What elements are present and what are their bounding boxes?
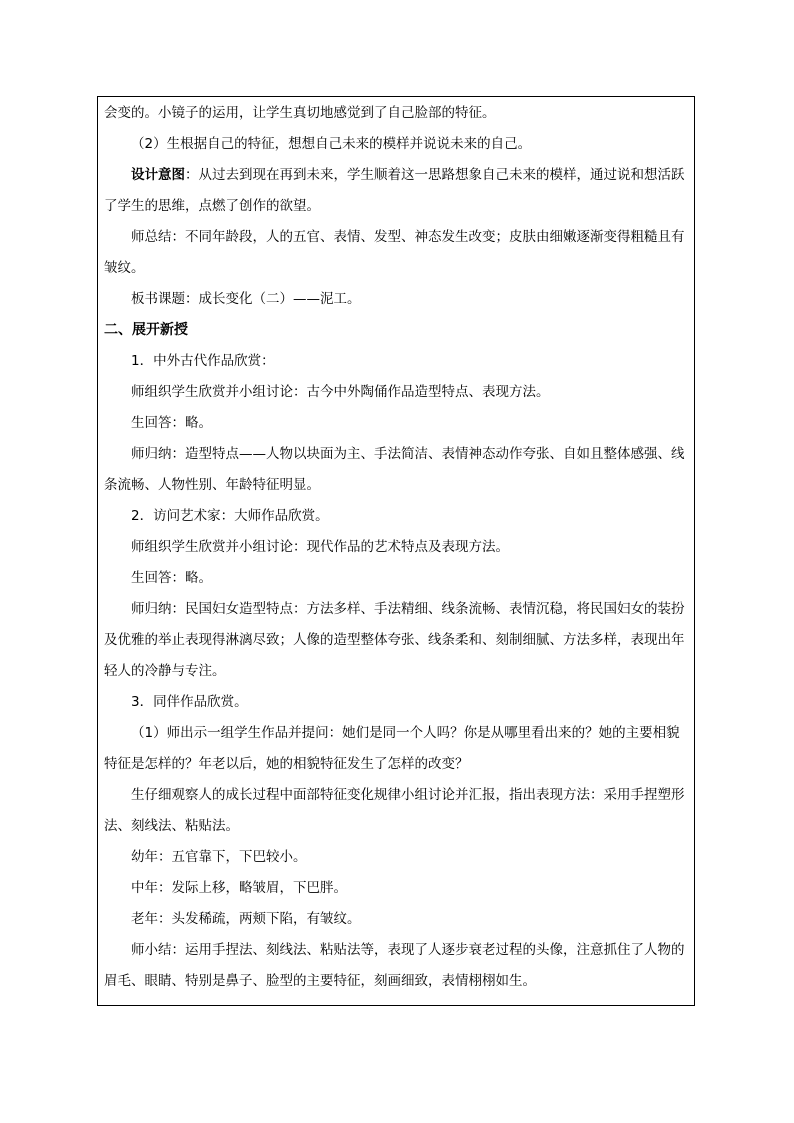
- paragraph-1a: 师组织学生欣赏并小组讨论：古今中外陶俑作品造型特点、表现方法。: [131, 384, 550, 400]
- paragraph-1b: 生回答：略。: [131, 415, 212, 431]
- paragraph-3a: （1）师出示一组学生作品并提问：她们是同一个人吗？你是从哪里看出来的？她的主要相貌特征是怎样的？年老以后，她的相貌特征发生了怎样的改变？: [104, 725, 680, 772]
- design-intent-text: ：从过去到现在再到未来，学生顺着这一思路想象自己未来的模样，通过说和想活跃了学生的思维，点燃了创作的欲望。: [104, 167, 685, 214]
- paragraph-3f: 师小结：运用手捏法、刻线法、粘贴法等，表现了人逐步衰老过程的头像，注意抓住了人物的眉毛、眼睛、特别是鼻子、脸型的主要特征，刻画细致，表情栩栩如生。: [104, 942, 685, 989]
- paragraph-board-title: 板书课题：成长变化（二）——泥工。: [131, 291, 361, 307]
- paragraph-teacher-summary: 师总结：不同年龄段，人的五官、表情、发型、神态发生改变；皮肤由细嫩逐渐变得粗糙且有皱纹。: [104, 229, 685, 276]
- paragraph-3c: 幼年：五官靠下，下巴较小。: [131, 849, 307, 865]
- paragraph-continuation: 会变的。小镜子的运用，让学生真切地感觉到了自己脸部的特征。: [104, 105, 496, 121]
- paragraph-3d: 中年：发际上移，略皱眉，下巴胖。: [131, 880, 347, 896]
- design-intent-label: 设计意图: [131, 167, 185, 183]
- paragraph-3b: 生仔细观察人的成长过程中面部特征变化规律小组讨论并汇报，指出表现方法：采用手捏塑形法、刻线法、粘贴法。: [104, 787, 685, 834]
- subheading-3: 3．同伴作品欣赏。: [131, 694, 248, 710]
- paragraph-1c: 师归纳：造型特点——人物以块面为主、手法简洁、表情神态动作夸张、自如且整体感强、线条流畅、人物性别、年龄特征明显。: [104, 446, 685, 493]
- subheading-2: 2．访问艺术家：大师作品欣赏。: [131, 508, 329, 524]
- paragraph-2c: 师归纳：民国妇女造型特点：方法多样、手法精细、线条流畅、表情沉稳，将民国妇女的装扮及优雅的举止表现得淋漓尽致；人像的造型整体夸张、线条柔和、刻制细腻、方法多样，表现出年轻人的冷静与专注。: [104, 601, 685, 679]
- lesson-content: [104, 98, 690, 997]
- paragraph-2b: 生回答：略。: [131, 570, 212, 586]
- section-heading: 二、展开新授: [104, 322, 188, 338]
- paragraph-step-2: （2）生根据自己的特征，想想自己未来的模样并说说未来的自己。: [131, 136, 532, 152]
- paragraph-3e: 老年：头发稀疏，两颊下陷，有皱纹。: [131, 911, 361, 927]
- paragraph-design-intent: [104, 160, 690, 222]
- subheading-1: 1．中外古代作品欣赏：: [131, 353, 275, 369]
- paragraph-2a: 师组织学生欣赏并小组讨论：现代作品的艺术特点及表现方法。: [131, 539, 509, 555]
